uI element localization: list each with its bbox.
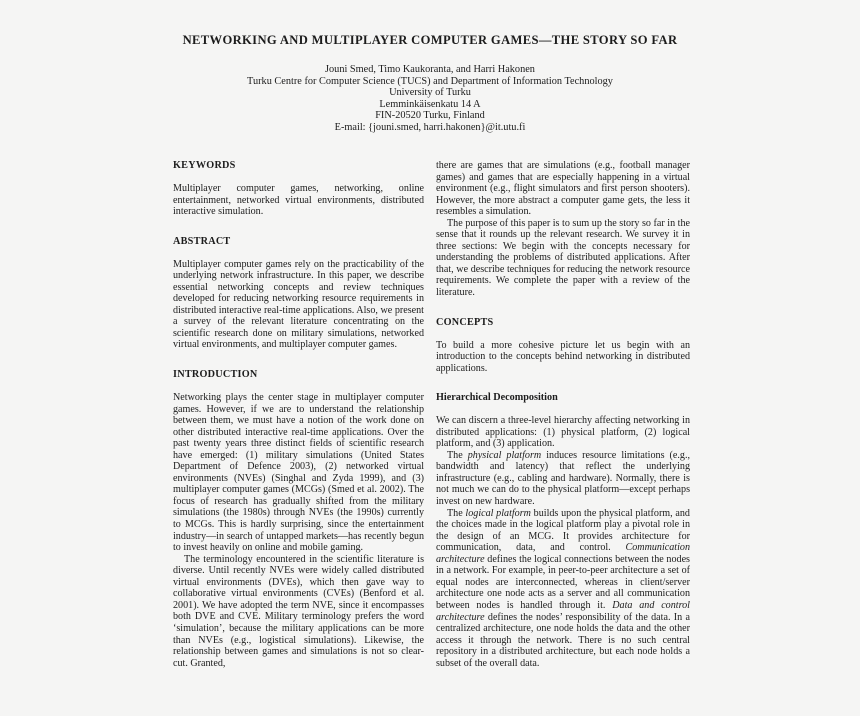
concepts-paragraph: To build a more cohesive picture let us begin with an introduction to the concepts behind networking in distributed applications. xyxy=(436,339,690,374)
hierarchy-paragraph-1: We can discern a three-level hierarchy affecting networking in distributed applications: (1) physical platform, (2) logical platform, and (3) application. xyxy=(436,415,690,450)
logical-platform-rest: defines the nodes’ responsibility of the data. In a centralized architecture, one node holds the data and the other access it through the network. There is no such central repository in a distributed architecture, but each node holds a subset of the overall data. xyxy=(436,611,690,669)
purpose-paragraph: The purpose of this paper is to sum up the story so far in the sense that it rounds up the relevant research. We survey it in three sections: We begin with the concepts necessary for understanding the problems of distributed applications. After that, we describe techniques for reducing the network resource requirements. We complete the paper with a review of the literature. xyxy=(436,217,690,299)
heading-abstract: ABSTRACT xyxy=(173,235,231,247)
left-column xyxy=(173,160,424,669)
author-block xyxy=(0,64,860,134)
author-city: FIN-20520 Turku, Finland xyxy=(375,110,485,122)
heading-concepts: CONCEPTS xyxy=(436,316,494,328)
logical-platform-lead: The xyxy=(447,507,466,519)
physical-platform-rest: induces resource limitations (e.g., bandwidth and latency) that reflect the underlying infrastructure (e.g., cabling and hardware). Normally, there is not much we can do to the physical platform—except perhaps invest on new hardware. xyxy=(436,449,690,508)
logical-platform-mid-1: builds upon the physical platform, and the choices made in the logical platform play a pivotal role in the design of an MCG. It provides architecture for communication, data, and control. xyxy=(436,507,690,554)
introduction-paragraph-2: The terminology encountered in the scientific literature is diverse. Until recently NVEs were widely called distributed virtual environments (DVEs), which then gave way to collaborative virtual environments (CVEs) (Benford et al. 2001). We have adopted the term NVE, since it encompasses both DVE and CVE. Military terminology prefers the word ‘simulation’, because the military applications can be more than NVEs (e.g., logistical simulations). Likewise, the relationship between games and simulations is not so clear-cut. Granted, xyxy=(173,553,424,669)
heading-introduction: INTRODUCTION xyxy=(173,369,258,381)
heading-hierarchical-decomposition: Hierarchical Decomposition xyxy=(436,392,558,404)
physical-platform-lead: The xyxy=(447,449,468,461)
hierarchy-paragraph-2 xyxy=(436,450,690,508)
keywords-paragraph: Multiplayer computer games, networking, online entertainment, networked virtual environments, distributed interactive simulation. xyxy=(173,183,424,218)
author-university: University of Turku xyxy=(389,87,471,99)
author-names: Jouni Smed, Timo Kaukoranta, and Harri Hakonen xyxy=(325,64,535,75)
data-control-architecture-term: Data and control architecture xyxy=(436,599,690,623)
physical-platform-term: physical platform xyxy=(467,449,542,461)
communication-architecture-term: Communication architecture xyxy=(436,542,690,565)
logical-platform-mid-2: defines the logical connections between the nodes in a network. For example, in peer-to-peer architecture a set of equal nodes are interconnected, whereas in client/server architecture one node acts as a server and all communication between nodes is handled through it. xyxy=(436,553,690,611)
logical-platform-term: logical platform xyxy=(465,507,531,519)
author-email: E-mail: {jouni.smed, harri.hakonen}@it.utu.fi xyxy=(334,121,526,133)
paper-masthead xyxy=(0,0,860,134)
author-street: Lemminkäisenkatu 14 A xyxy=(379,98,481,110)
page-title: NETWORKING AND MULTIPLAYER COMPUTER GAMES—THE STORY SO FAR xyxy=(182,33,678,47)
abstract-paragraph: Multiplayer computer games rely on the practicability of the underlying network infrastructure. In this paper, we describe essential networking concepts and review techniques developed for reducing networking resource requirements in distributed interactive real-time applications. Also, we present a survey of the relevant literature concentrating on the scientific research done on military simulations, networked virtual environments, and multiplayer computer games. xyxy=(173,258,424,351)
heading-keywords: KEYWORDS xyxy=(173,160,236,171)
introduction-paragraph-1: Networking plays the center stage in multiplayer computer games. However, if we are to understand the relationship between them, we must have a notion of the work done on other distributed interactive real-time applications. Over the past twenty years three distinct fields of scientific research have emerged: (1) military simulations (United States Department of Defence 2003), (2) networked virtual environments (NVEs) (Singhal and Zyda 1999), and (3) multiplayer computer games (MCGs) (Smed et al. 2002). The focus of research has gradually shifted from the military simulations (the 1980s) through NVEs (the 1990s) currently to MCGs. This is hardly surprising, since the entertainment industry—in search of untapped markets—has recently begun to invest heavily on online and mobile gaming. xyxy=(173,392,424,554)
two-column-body xyxy=(173,160,690,669)
continued-paragraph: there are games that are simulations (e.g., football manager games) and games that are especially happening in a virtual environment (e.g., flight simulators and first person shooters). However, the more abstract a computer game gets, the less it resembles a simulation. xyxy=(436,160,690,218)
right-column xyxy=(436,160,690,669)
author-affiliation: Turku Centre for Computer Science (TUCS) and Department of Information Technology xyxy=(247,75,613,87)
hierarchy-paragraph-3 xyxy=(436,508,690,670)
